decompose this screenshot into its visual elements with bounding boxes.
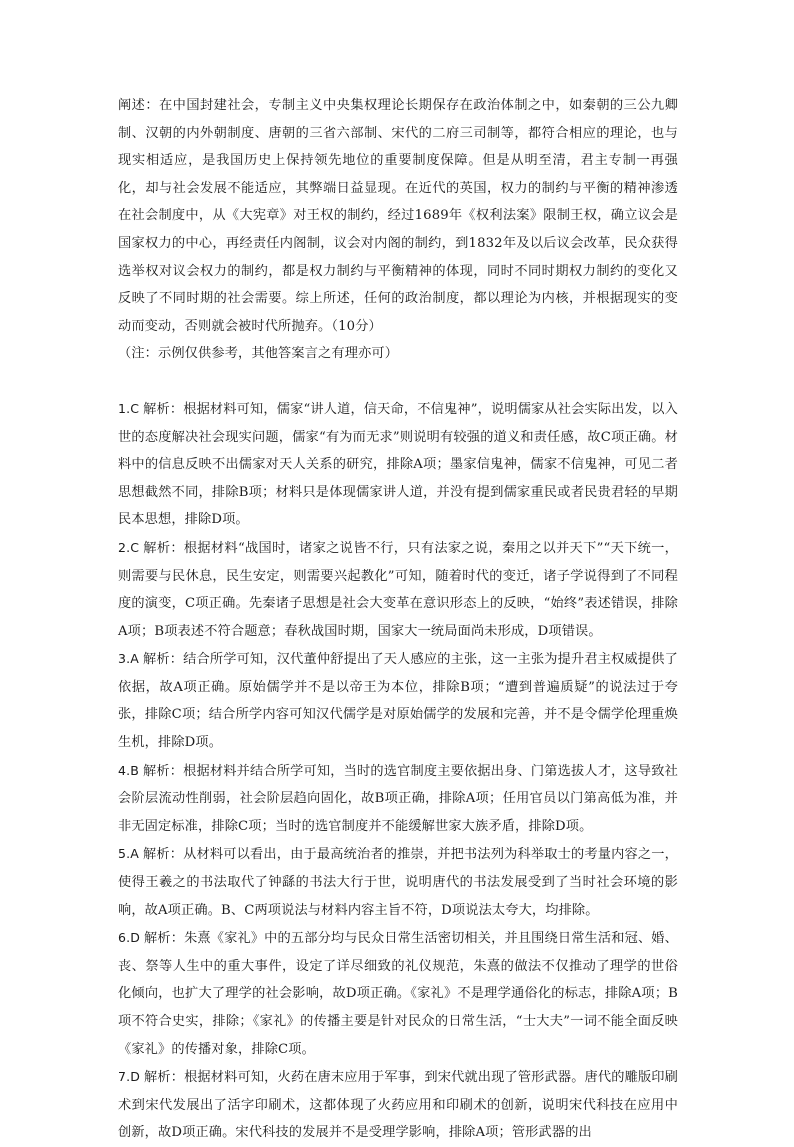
answer-item (118, 1063, 678, 1147)
answer-text: 解析：根据材料并结合所学可知，当时的选官制度主要依据出身、门第选拔人才，这导致社会阶层流动性削弱，社会阶层趋向固化，故B项正确，排除A项；任用官员以门第高低为准，并非无固定标准，排除C项；当时的选官制度并不能缓解世家大族矛盾，排除D项。 (118, 763, 678, 834)
answer-number: 3.A (118, 651, 139, 667)
answer-number: 7.D (118, 1069, 141, 1085)
answer-item (118, 395, 678, 534)
document-page (118, 92, 678, 1147)
answer-text: 解析：根据材料可知，火药在唐末应用于军事，到宋代就出现了管形武器。唐代的雕版印刷术到宋代发展出了活字印刷术，这都体现了火药应用和印刷术的创新，说明宋代科技在应用中创新，故D项正确。宋代科技的发展并不是受理学影响，排除A项；管形武器的出 (118, 1070, 678, 1141)
section-gap (118, 368, 678, 395)
answer-number: 2.C (118, 539, 140, 555)
answer-item (118, 645, 678, 756)
essay-paragraph: 阐述：在中国封建社会，专制主义中央集权理论长期保存在政治体制之中，如秦朝的三公九卿制、汉朝的内外朝制度、唐朝的三省六部制、宋代的二府三司制等，都符合相应的理论，也与现实相适应，是我国历史上保持领先地位的重要制度保障。但是从明至清，君主专制一再强化，却与社会发展不能适应，其弊端日益显现。在近代的英国，权力的制约与平衡的精神渗透在社会制度中，从《大宪章》对王权的制约，经过1689年《权利法案》限制王权，确立议会是国家权力的中心，再经责任内阁制，议会对内阁的制约，到1832年及以后议会改革，民众获得选举权对议会权力的制约，都是权力制约与平衡精神的体现，同时不同时期权力制约的变化又反映了不同时期的社会需要。综上所述，任何的政治制度，都以理论为内核，并根据现实的变动而变动，否则就会被时代所抛弃。（10分） (118, 98, 678, 334)
answer-text: 解析：根据材料可知，儒家“讲人道，信天命，不信鬼神”，说明儒家从社会实际出发，以入世的态度解决社会现实问题，儒家“有为而无求”则说明有较强的道义和责任感，故C项正确。材料中的信息反映不出儒家对天人关系的研究，排除A项；墨家信鬼神，儒家不信鬼神，可见二者思想截然不同，排除B项；材料只是体现儒家讲人道，并没有提到儒家重民或者民贵君轻的早期民本思想，排除D项。 (118, 401, 678, 528)
answer-number: 4.B (118, 762, 139, 778)
answer-text: 解析：结合所学可知，汉代董仲舒提出了天人感应的主张，这一主张为提升君主权威提供了依据，故A项正确。原始儒学并不是以帝王为本位，排除B项；“遭到普遍质疑”的说法过于夸张，排除C项；结合所学内容可知汉代儒学是对原始儒学的发展和完善，并不是令儒学伦理重焕生机，排除D项。 (118, 652, 678, 751)
essay-note: （注：示例仅供参考，其他答案言之有理亦可） (118, 346, 399, 362)
answer-item (118, 534, 678, 645)
answer-number: 6.D (118, 930, 141, 946)
answer-item (118, 757, 678, 841)
answer-number: 1.C (118, 400, 140, 416)
answer-text: 解析：朱熹《家礼》中的五部分均与民众日常生活密切相关，并且围绕日常生活和冠、婚、丧、祭等人生中的重大事件，设定了详尽细致的礼仪规范，朱熹的做法不仅推动了理学的世俗化倾向，也扩大了理学的社会影响，故D项正确。《家礼》不是理学通俗化的标志，排除A项；B项不符合史实，排除；《家礼》的传播主要是针对民众的日常生活，“士大夫”一词不能全面反映《家礼》的传播对象，排除C项。 (118, 931, 678, 1057)
answer-item (118, 840, 678, 924)
answer-text: 解析：根据材料“战国时，诸家之说皆不行，只有法家之说，秦用之以并天下”“天下统一，则需要与民休息，民生安定，则需要兴起教化”可知，随着时代的变迁，诸子学说得到了不同程度的演变，C项正确。先秦诸子思想是社会大变革在意识形态上的反映，“始终”表述错误，排除A项；B项表述不符合题意；春秋战国时期，国家大一统局面尚未形成，D项错误。 (118, 540, 678, 639)
answer-item (118, 924, 678, 1063)
answer-number: 5.A (118, 846, 139, 862)
answer-text: 解析：从材料可以看出，由于最高统治者的推崇，并把书法列为科举取士的考量内容之一，使得王羲之的书法取代了钟繇的书法大行于世，说明唐代的书法发展受到了当时社会环境的影响，故A项正确。B、C两项说法与材料内容主旨不符，D项说法太夸大，均排除。 (118, 847, 678, 918)
